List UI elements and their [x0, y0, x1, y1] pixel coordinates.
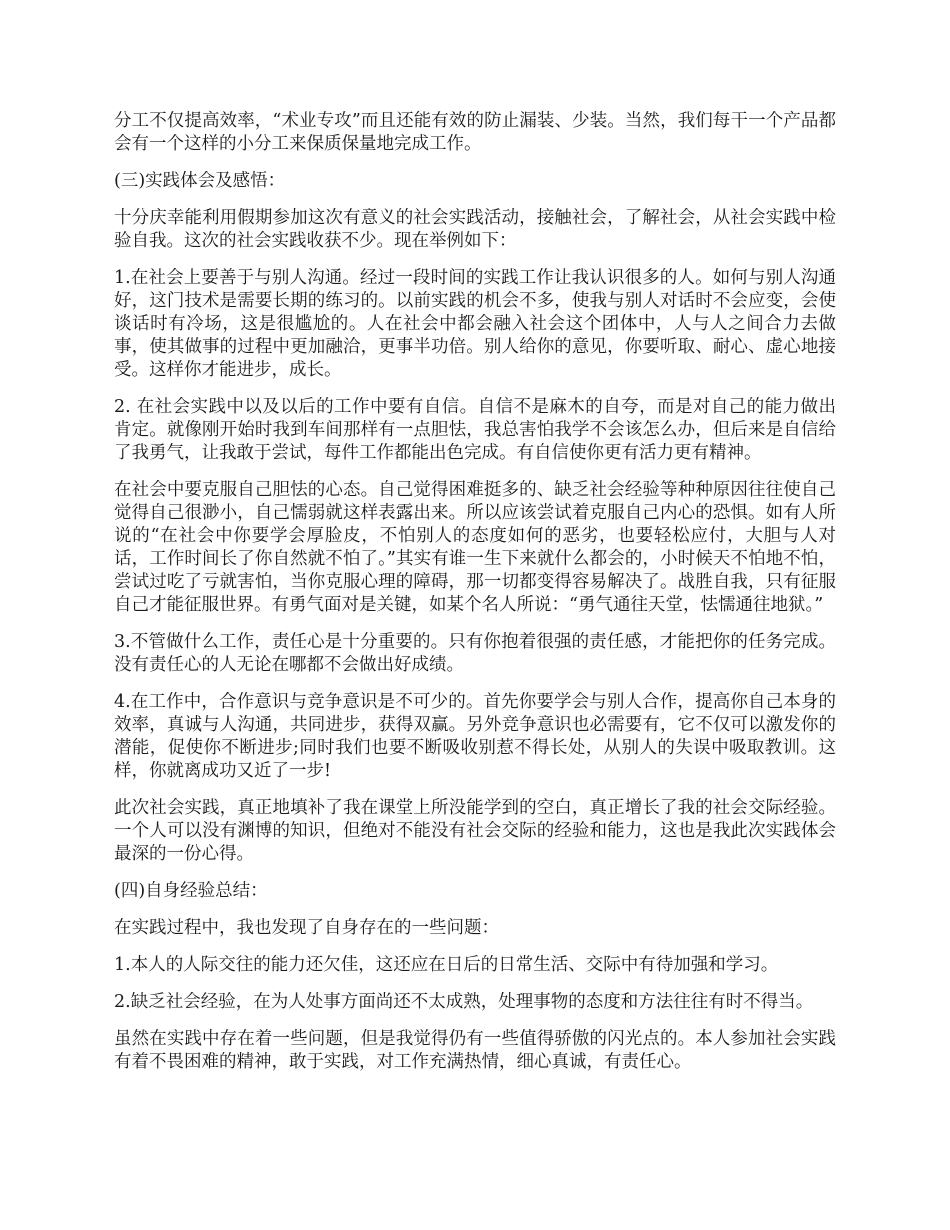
- paragraph: 虽然在实践中存在着一些问题，但是我觉得仍有一些值得骄傲的闪光点的。本人参加社会实践有着不畏困难的精神，敢于实践，对工作充满热情，细心真诚，有责任心。: [114, 1029, 836, 1072]
- paragraph: 十分庆幸能利用假期参加这次有意义的社会实践活动，接触社会，了解社会，从社会实践中检验自我。这次的社会实践收获不少。现在举例如下：: [114, 208, 836, 251]
- list-item: 4.在工作中，合作意识与竞争意识是不可少的。首先你要学会与别人合作，提高你自己本身的效率，真诚与人沟通，共同进步，获得双赢。另外竞争意识也必需要有，它不仅可以激发你的潜能，促使你不断进步;同时我们也要不断吸收别惹不得长处，从别人的失误中吸取教训。这样，你就离成功又近了一步!: [114, 692, 836, 781]
- list-item: 3.不管做什么工作，责任心是十分重要的。只有你抱着很强的责任感，才能把你的任务完成。没有责任心的人无论在哪都不会做出好成绩。: [114, 632, 836, 675]
- list-item: 2. 在社会实践中以及以后的工作中要有自信。自信不是麻木的自夸，而是对自己的能力做出肯定。就像刚开始时我到车间那样有一点胆怯，我总害怕我学不会该怎么办，但后来是自信给了我勇气，让我敢于尝试，每件工作都能出色完成。有自信使你更有活力更有精神。: [114, 397, 836, 463]
- paragraph: 此次社会实践，真正地填补了我在课堂上所没能学到的空白，真正增长了我的社会交际经验。一个人可以没有渊博的知识，但绝对不能没有社会交际的经验和能力，这也是我此次实践体会最深的一份心得。: [114, 798, 836, 864]
- paragraph: 分工不仅提高效率，“术业专攻”而且还能有效的防止漏装、少装。当然，我们每干一个产品都会有一个这样的小分工来保质保量地完成工作。: [114, 111, 836, 154]
- paragraph: 在实践过程中，我也发现了自身存在的一些问题：: [114, 918, 499, 938]
- list-item: 1.本人的人际交往的能力还欠佳，这还应在日后的日常生活、交际中有待加强和学习。: [114, 955, 779, 975]
- section-heading: (四)自身经验总结：: [114, 881, 268, 901]
- list-item: 1.在社会上要善于与别人沟通。经过一段时间的实践工作让我认识很多的人。如何与别人沟通好，这门技术是需要长期的练习的。以前实践的机会不多，使我与别人对话时不会应变，会使谈话时有冷场，这是很尴尬的。人在社会中都会融入社会这个团体中，人与人之间合力去做事，使其做事的过程中更加融洽，更事半功倍。别人给你的意见，你要听取、耐心、虚心地接受。这样你才能进步，成长。: [114, 268, 836, 380]
- list-item: 2.缺乏社会经验，在为人处事方面尚还不太成熟，处理事物的态度和方法往往有时不得当。: [114, 992, 814, 1012]
- section-heading: (三)实践体会及感悟：: [114, 171, 286, 191]
- document-page: [114, 110, 836, 1088]
- paragraph: 在社会中要克服自己胆怯的心态。自己觉得困难挺多的、缺乏社会经验等种种原因往往使自己觉得自己很渺小，自己懦弱就这样表露出来。所以应该尝试着克服自己内心的恐惧。如有人所说的“在社会中你要学会厚脸皮，不怕别人的态度如何的恶劣，也要轻松应付，大胆与人对话，工作时间长了你自然就不怕了。”其实有谁一生下来就什么都会的，小时候天不怕地不怕，尝试过吃了亏就害怕，当你克服心理的障碍，那一切都变得容易解决了。战胜自我，只有征服自己才能征服世界。有勇气面对是关键，如某个名人所说：“勇气通往天堂，怯懦通往地狱。”: [114, 480, 836, 615]
